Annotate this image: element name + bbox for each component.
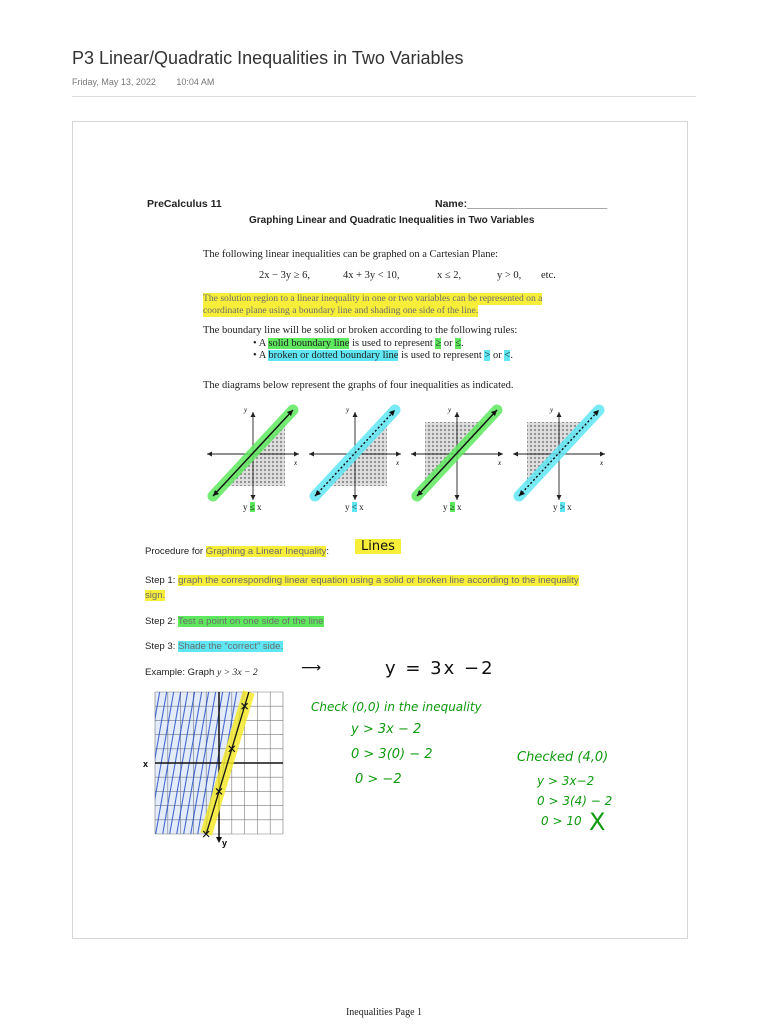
step-label: Step 1:: [145, 575, 179, 586]
cross-mark: X: [589, 808, 606, 836]
example-inequality: etc.: [541, 270, 556, 281]
definition-line: coordinate plane using a boundary line and shading one side of the line.: [203, 305, 479, 316]
x-arrow: [513, 452, 518, 457]
inequality-graph: [309, 406, 401, 500]
rule-highlight: broken or dotted boundary line: [268, 350, 399, 361]
example-inequality: y > 0,: [497, 270, 522, 281]
checked-line: 0 > 3(4) − 2: [537, 794, 613, 808]
y-axis-label: y: [550, 406, 554, 414]
inequality-graph: [207, 406, 299, 500]
y-arrow: [455, 495, 460, 500]
course-label: PreCalculus 11: [147, 198, 222, 210]
worksheet-heading: Graphing Linear and Quadratic Inequalities in Two Variables: [249, 215, 535, 226]
rule-broken: • A broken or dotted boundary line is used to represent > or <.: [253, 350, 513, 361]
example-inequality: x ≤ 2,: [437, 270, 462, 281]
check-line: y > 3x − 2: [351, 722, 422, 737]
diagrams-intro: The diagrams below represent the graphs of four inequalities as indicated.: [203, 380, 514, 391]
note-meta: [72, 77, 232, 87]
x-axis-label: x: [396, 459, 400, 467]
caption-part: y: [243, 502, 250, 512]
example-prefix: Example: Graph: [145, 667, 217, 678]
caption-symbol: ≤: [249, 502, 255, 512]
y-axis-label: y: [244, 406, 248, 414]
rule-text: A: [258, 338, 269, 349]
example-inequality: 2x − 3y ≥ 6,: [259, 270, 311, 281]
header-divider: [72, 96, 696, 97]
y-arrow: [557, 412, 562, 417]
caption-symbol: ≥: [449, 502, 455, 512]
procedure-colon: :: [326, 546, 330, 557]
rule-text: is used to represent: [398, 350, 485, 361]
y-arrow: [251, 495, 256, 500]
checked-line: y > 3x−2: [537, 774, 595, 788]
step-3: [145, 641, 283, 652]
x-arrow: [411, 452, 416, 457]
check-line: 0 > −2: [355, 772, 402, 787]
graph-caption: [345, 502, 364, 512]
caption-part: y: [553, 502, 560, 512]
caption-part: x: [254, 502, 262, 512]
caption-part: x: [356, 502, 364, 512]
intro-text: The following linear inequalities can be graphed on a Cartesian Plane:: [203, 249, 499, 260]
rule-symbol: >: [484, 350, 491, 361]
graph-caption: [553, 502, 572, 512]
x-arrow: [600, 452, 605, 457]
y-arrow: [353, 412, 358, 417]
note-title: P3 Linear/Quadratic Inequalities in Two Variables: [72, 48, 464, 68]
example-expression: y > 3x − 2: [217, 667, 258, 678]
check-line: 0 > 3(0) − 2: [351, 747, 433, 762]
caption-part: y: [443, 502, 450, 512]
rule-text: .: [510, 350, 513, 361]
x-arrow: [207, 452, 212, 457]
procedure-label: Procedure for: [145, 546, 206, 557]
definition-line: The solution region to a linear inequality in one or two variables can be represented on a: [203, 293, 543, 304]
worksheet-page: [72, 121, 688, 939]
y-axis-label: y: [346, 406, 350, 414]
x-axis-label: x: [498, 459, 502, 467]
rule-symbol: ≥: [435, 338, 442, 349]
step-2: [145, 616, 324, 627]
rule-symbol: ≤: [455, 338, 462, 349]
step-label: Step 3:: [145, 641, 179, 652]
procedure-highlight: Graphing a Linear Inequality: [205, 546, 327, 557]
inequality-graph: [411, 406, 503, 500]
checked-heading: Checked (4,0): [517, 750, 609, 765]
y-arrow: [353, 495, 358, 500]
handwritten-arrow: ⟶: [301, 660, 322, 676]
y-axis-label: y: [222, 838, 228, 848]
example-graph: [143, 684, 289, 850]
x-axis-label: x: [143, 759, 149, 769]
step-text: graph the corresponding linear equation using a solid or broken line according to the inequality: [178, 575, 579, 586]
y-arrow: [557, 495, 562, 500]
note-time: 10:04 AM: [176, 77, 215, 87]
definition-paragraph: [203, 293, 542, 317]
x-arrow: [294, 452, 299, 457]
page-footer: Inequalities Page 1: [345, 1007, 423, 1018]
caption-symbol: <: [351, 502, 357, 512]
rule-solid: • A solid boundary line is used to represent ≥ or ≤.: [253, 338, 464, 349]
rule-text: .: [461, 338, 464, 349]
caption-part: x: [564, 502, 572, 512]
rule-text: A: [258, 350, 269, 361]
y-axis-label: y: [448, 406, 452, 414]
step-label: Step 2:: [145, 616, 178, 627]
graph-caption: [243, 502, 261, 512]
caption-part: x: [454, 502, 462, 512]
step-text: sign.: [145, 590, 166, 601]
x-arrow: [498, 452, 503, 457]
rule-text: or: [490, 350, 505, 361]
procedure-handwritten-note: Lines: [355, 539, 401, 554]
y-arrow: [455, 412, 460, 417]
caption-part: y: [345, 502, 352, 512]
y-arrow: [251, 412, 256, 417]
inequality-graph: [513, 406, 605, 500]
example-inequality: 4x + 3y < 10,: [343, 270, 400, 281]
x-axis-label: x: [600, 459, 604, 467]
rule-intro: The boundary line will be solid or broken according to the following rules:: [203, 325, 518, 336]
step-text: Shade the “correct” side.: [178, 641, 284, 652]
caption-symbol: >: [559, 502, 565, 512]
step-text: Test a point on one side of the line: [177, 616, 324, 627]
rule-highlight: solid boundary line: [268, 338, 350, 349]
x-arrow: [309, 452, 314, 457]
check-heading: Check (0,0) in the inequality: [311, 700, 482, 714]
rule-text: or: [441, 338, 456, 349]
graph-caption: [443, 502, 461, 512]
example-label: [145, 667, 258, 678]
name-field: Name:________________________: [435, 198, 608, 210]
x-arrow: [396, 452, 401, 457]
rule-text: is used to represent: [349, 338, 436, 349]
inequality-graphs: [203, 402, 613, 514]
procedure-line: [145, 546, 329, 557]
rule-symbol: <: [504, 350, 511, 361]
handwritten-equation: y = 3x −2: [385, 658, 495, 679]
step-1: [145, 573, 615, 603]
x-axis-label: x: [294, 459, 298, 467]
checked-line: 0 > 10: [541, 814, 582, 828]
note-date: Friday, May 13, 2022: [72, 77, 156, 87]
